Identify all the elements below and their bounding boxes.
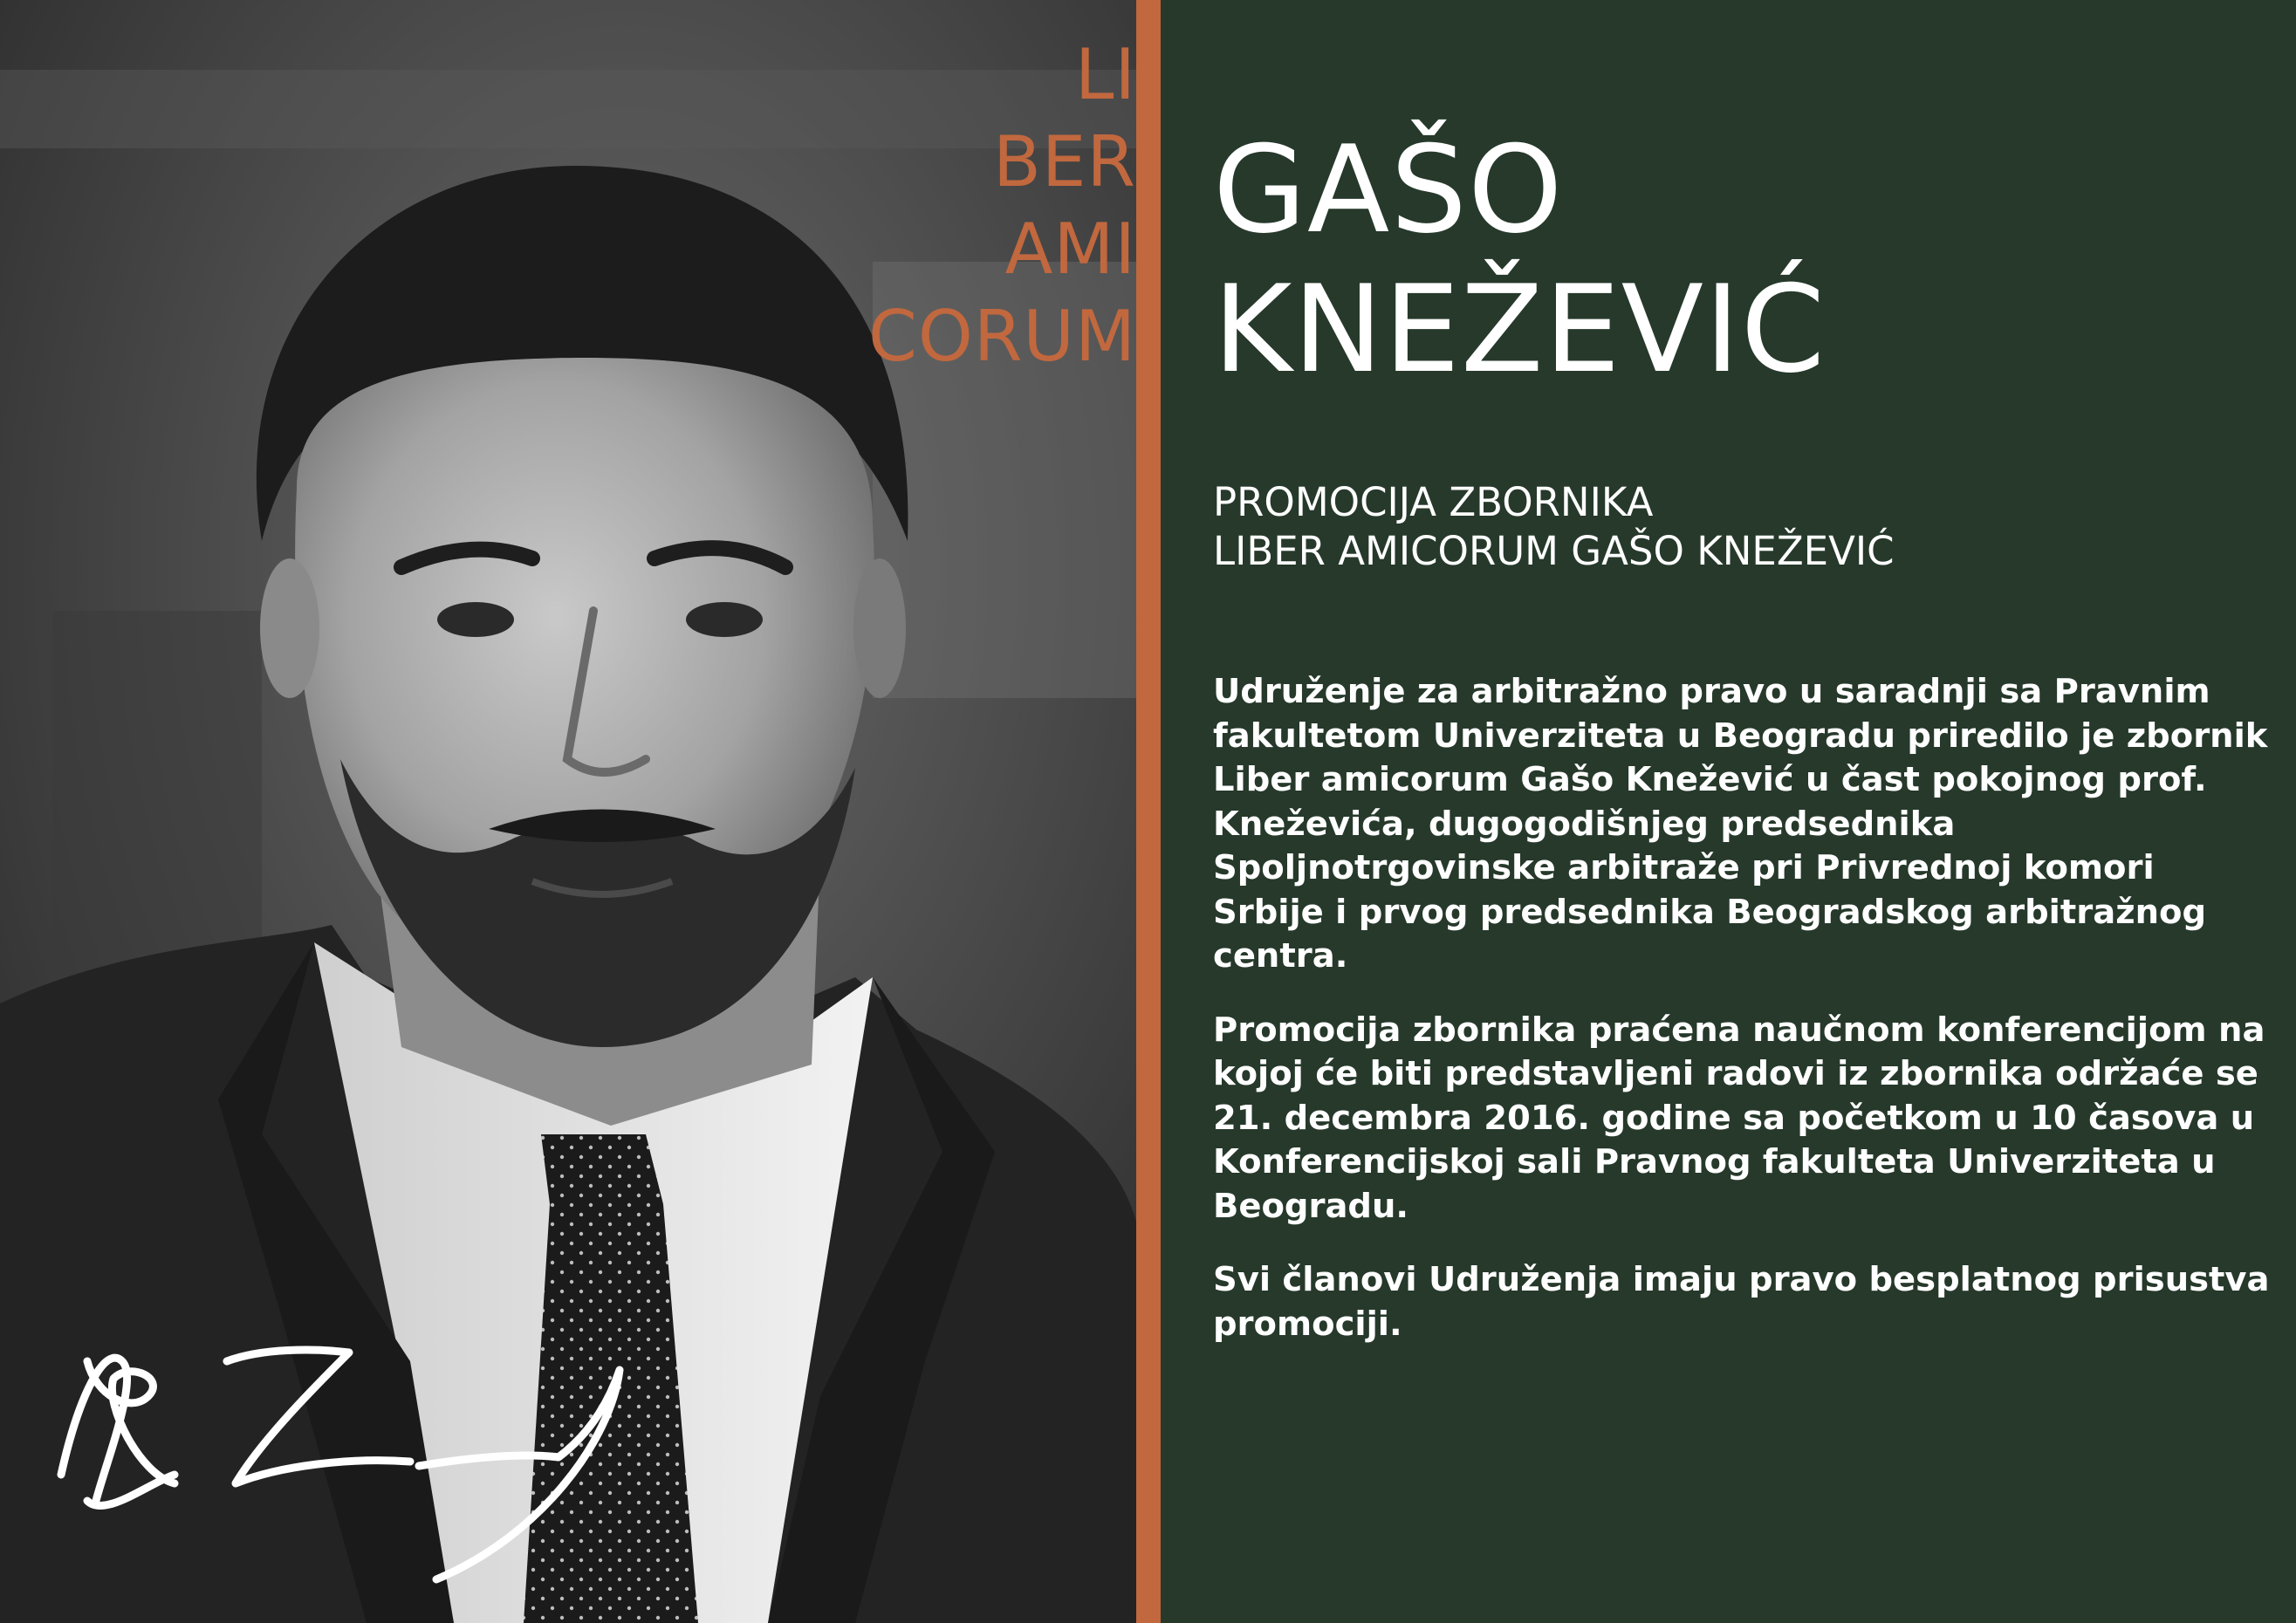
info-panel xyxy=(1161,0,2296,1623)
event-subtitle xyxy=(1213,478,2260,576)
text-line: Srbije i prvog predsednika Beogradskog arbitražnog xyxy=(1213,892,2207,932)
name-line-1: GAŠO xyxy=(1213,120,1564,260)
name-line-2: KNEŽEVIĆ xyxy=(1213,259,1827,400)
text-line: 21. decembra 2016. godine sa početkom u 10 časova u xyxy=(1213,1098,2255,1138)
text-line: Konferencijskoj sali Pravnog fakulteta Univerziteta u xyxy=(1213,1142,2216,1181)
text-line: Kneževića, dugogodišnjeg predsednika xyxy=(1213,804,1956,844)
text-line: promociji. xyxy=(1213,1304,1402,1344)
liber-line-3: AMI xyxy=(1004,209,1136,290)
liber-line-1: LI xyxy=(1074,34,1136,115)
right-eye xyxy=(686,602,763,637)
liber-amicorum-title xyxy=(700,31,1136,380)
paragraph-intro xyxy=(1213,670,2268,979)
text-line: Udruženje za arbitražno pravo u saradnji sa Pravnim xyxy=(1213,672,2210,711)
text-line: Liber amicorum Gašo Knežević u čast pokojnog prof. xyxy=(1213,760,2207,799)
honoree-name xyxy=(1213,120,2260,400)
liber-line-2: BER xyxy=(992,121,1136,202)
accent-divider xyxy=(1136,0,1161,1623)
subtitle-line-1: PROMOCIJA ZBORNIKA xyxy=(1213,479,1654,525)
text-line: fakultetom Univerziteta u Beogradu priredilo je zbornik xyxy=(1213,716,2268,756)
subtitle-line-2: LIBER AMICORUM GAŠO KNEŽEVIĆ xyxy=(1213,528,1895,574)
event-description xyxy=(1213,670,2270,1376)
text-line: Spoljnotrgovinske arbitraže pri Privrednoj komori xyxy=(1213,848,2155,887)
portrait-photo xyxy=(0,0,1136,1623)
text-line: centra. xyxy=(1213,936,1348,976)
left-eye xyxy=(437,602,514,637)
text-line: Beogradu. xyxy=(1213,1186,1409,1226)
liber-line-4: CORUM xyxy=(868,296,1136,377)
text-line: kojoj će biti predstavljeni radovi iz zbornika održaće se xyxy=(1213,1054,2258,1093)
text-line: Svi članovi Udruženja imaju pravo besplatnog prisustva xyxy=(1213,1260,2270,1299)
paragraph-attendance xyxy=(1213,1258,2270,1346)
paragraph-event-details xyxy=(1213,1009,2265,1229)
text-line: Promocija zbornika praćena naučnom konferencijom na xyxy=(1213,1010,2265,1050)
